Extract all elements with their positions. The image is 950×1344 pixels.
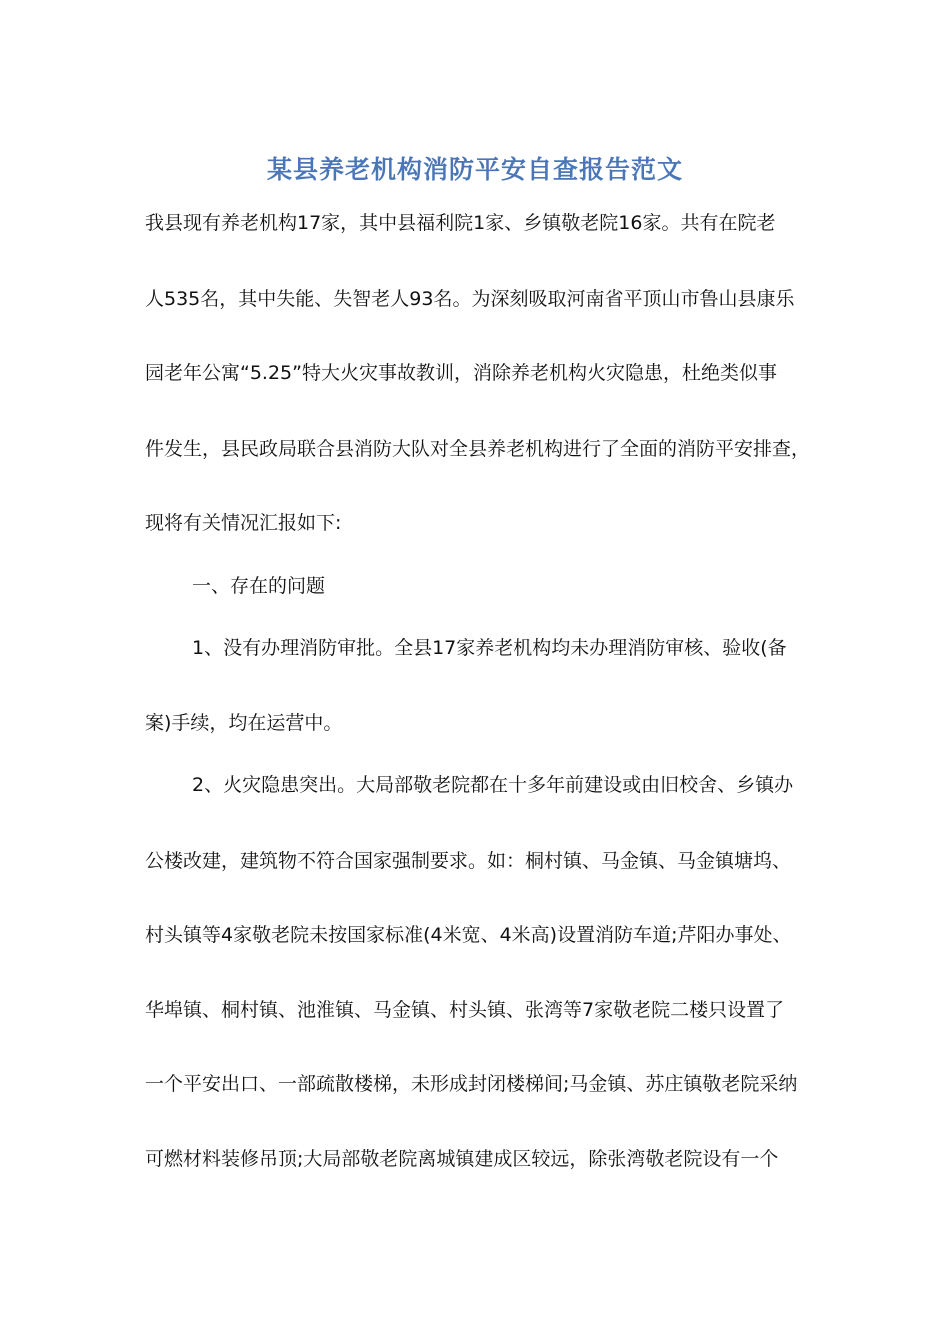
paragraph-line: 可燃材料装修吊顶;大局部敬老院离城镇建成区较远，除张湾敬老院设有一个 — [145, 1148, 779, 1170]
paragraph-line: 村头镇等4家敬老院未按国家标准(4米宽、4米高)设置消防车道;芹阳办事处、 — [145, 924, 792, 946]
paragraph-line: 现将有关情况汇报如下: — [145, 512, 342, 534]
paragraph-line: 件发生，县民政局联合县消防大队对全县养老机构进行了全面的消防平安排查， — [145, 438, 810, 460]
paragraph-line: 案)手续，均在运营中。 — [145, 712, 343, 734]
paragraph-line: 2、火灾隐患突出。大局部敬老院都在十多年前建设或由旧校舍、乡镇办 — [192, 774, 794, 796]
section-heading: 一、存在的问题 — [192, 575, 326, 597]
paragraph-line: 华埠镇、桐村镇、池淮镇、马金镇、村头镇、张湾等7家敬老院二楼只设置了 — [145, 999, 785, 1021]
document-title: 某县养老机构消防平安自查报告范文 — [266, 155, 683, 184]
paragraph-line: 我县现有养老机构17家，其中县福利院1家、乡镇敬老院16家。共有在院老 — [145, 212, 776, 234]
paragraph-line: 公楼改建，建筑物不符合国家强制要求。如：桐村镇、马金镇、马金镇塘坞、 — [145, 850, 792, 872]
paragraph-line: 园老年公寓“5.25”特大火灾事故教训，消除养老机构火灾隐患，杜绝类似事 — [145, 362, 777, 384]
paragraph-line: 人535名，其中失能、失智老人93名。为深刻吸取河南省平顶山市鲁山县康乐 — [145, 288, 795, 310]
paragraph-line: 一个平安出口、一部疏散楼梯，未形成封闭楼梯间;马金镇、苏庄镇敬老院采纳 — [145, 1073, 798, 1095]
paragraph-line: 1、没有办理消防审批。全县17家养老机构均未办理消防审核、验收(备 — [192, 637, 787, 659]
